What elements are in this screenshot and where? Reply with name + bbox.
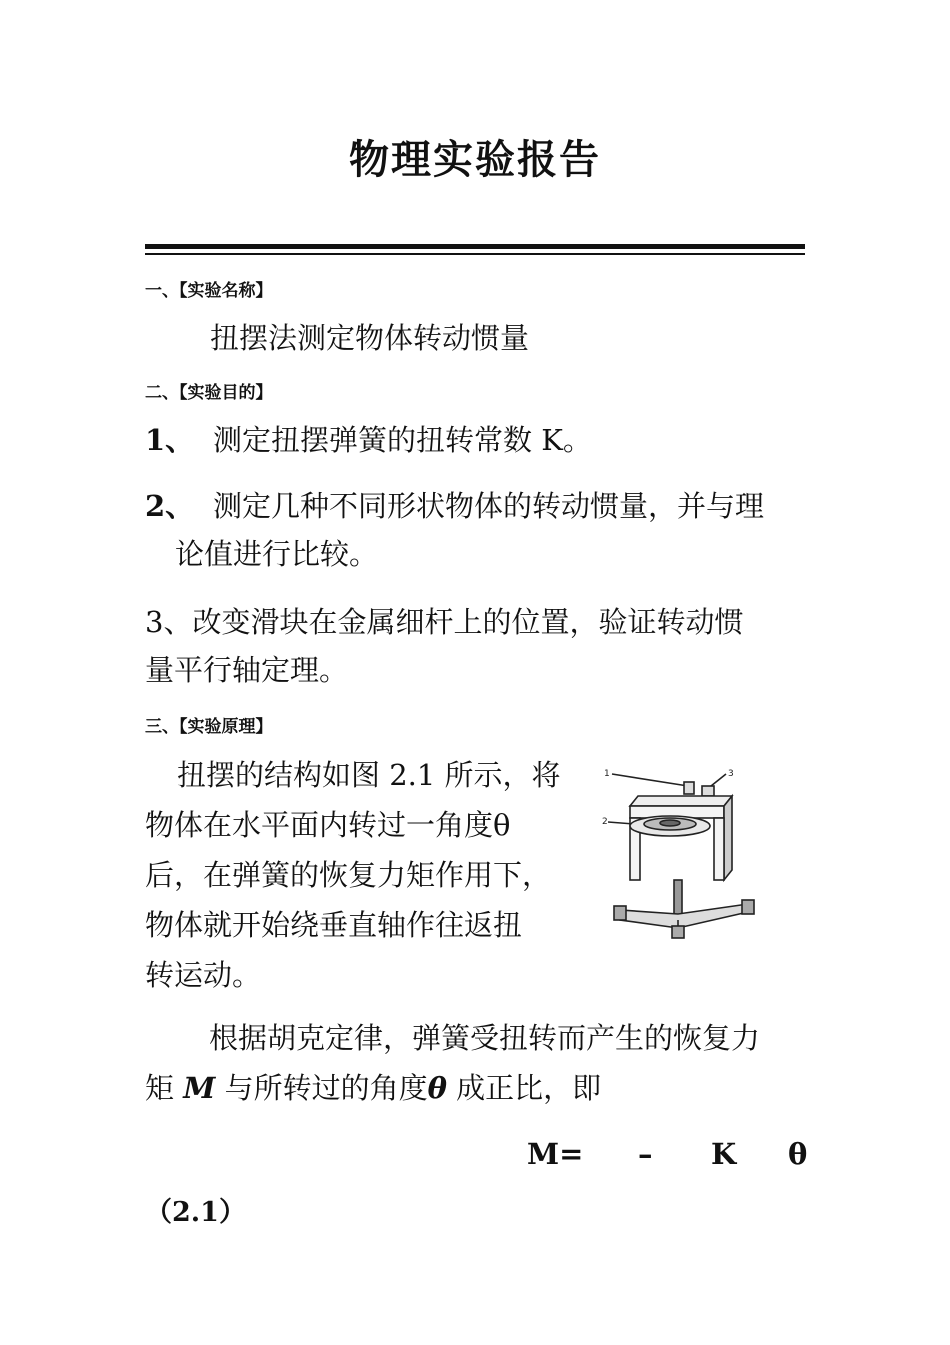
title-rule-thick: [145, 244, 805, 249]
page-title: 物理实验报告: [349, 137, 601, 183]
formula-minus: –: [638, 1137, 653, 1171]
para2-text: 与所转过的角度: [224, 1071, 428, 1105]
item-text-line2: 论值进行比较。: [175, 537, 379, 571]
purpose-item-2: [145, 482, 810, 578]
item-number: 2、: [145, 489, 195, 523]
item-text-line1: 测定几种不同形状物体的转动惯量，并与理: [213, 489, 765, 523]
para1-line: 物体就开始绕垂直轴作往返扭: [145, 908, 523, 942]
item-text: 测定扭摆弹簧的扭转常数 K。: [213, 423, 592, 457]
item-text-line1: 3、改变滑块在金属细杆上的位置，验证转动惯: [145, 605, 744, 639]
experiment-name: 扭摆法测定物体转动惯量: [210, 321, 530, 355]
figure-label-2: 2: [602, 817, 608, 827]
para1-line: 转运动。: [145, 958, 262, 992]
torque-symbol: M: [183, 1071, 216, 1105]
principle-paragraph-2: [145, 1013, 810, 1113]
section-heading-name: 一、【实验名称】: [145, 281, 273, 301]
para1-line: 后，在弹簧的恢复力矩作用下，: [145, 858, 552, 892]
para2-line1: 根据胡克定律，弹簧受扭转而产生的恢复力: [209, 1021, 761, 1055]
section-heading-purpose: 二、【实验目的】: [145, 383, 273, 403]
para2-text: 成正比，即: [456, 1071, 602, 1105]
equation-number: （2.1）: [145, 1197, 246, 1228]
formula-m: M=: [527, 1137, 584, 1171]
figure-label-3: 3: [728, 769, 734, 779]
formula-theta: θ: [788, 1137, 808, 1171]
angle-symbol: θ: [427, 1071, 447, 1105]
purpose-item-3: [145, 598, 810, 694]
section-heading-principle: 三、【实验原理】: [145, 717, 273, 737]
title-rule-thin: [145, 253, 805, 255]
para2-line2: [145, 1063, 810, 1113]
para1-line: 扭摆的结构如图 2.1 所示，将: [177, 758, 561, 792]
item-number: 1、: [145, 423, 195, 457]
formula-k: K: [711, 1137, 737, 1171]
purpose-item-1: [145, 416, 810, 464]
principle-paragraph-1: [145, 750, 561, 1000]
figure-label-1: 1: [604, 769, 610, 779]
para2-text: 矩: [145, 1071, 175, 1105]
item-text-line2: 量平行轴定理。: [145, 653, 349, 687]
para1-line: 物体在水平面内转过一角度θ: [145, 808, 511, 842]
torsion-pendulum-figure: [598, 760, 758, 940]
